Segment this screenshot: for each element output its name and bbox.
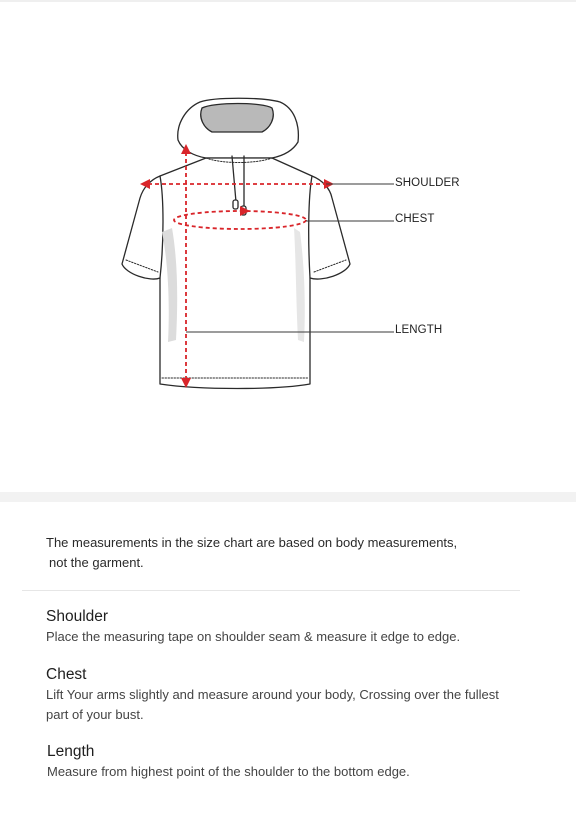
- shoulder-label: SHOULDER: [395, 177, 460, 189]
- section-separator-band: [0, 492, 576, 502]
- section-shoulder: [46, 607, 526, 647]
- divider: [22, 590, 520, 591]
- section-description: Measure from highest point of the shoulder to the bottom edge.: [47, 764, 410, 779]
- section-length: [47, 742, 527, 782]
- intro-line-2: not the garment.: [49, 555, 144, 570]
- section-description: Place the measuring tape on shoulder seam & measure it edge to edge.: [46, 629, 461, 644]
- section-chest: [46, 665, 526, 725]
- hood-inner: [201, 104, 274, 133]
- hoodie-measurement-diagram: [0, 2, 576, 492]
- section-heading: Chest: [46, 666, 87, 683]
- section-heading: Shoulder: [46, 608, 109, 625]
- section-description: Lift Your arms slightly and measure around your body, Crossing over the fullest part of your bust.: [46, 687, 499, 722]
- hoodie-illustration: [0, 2, 576, 492]
- length-label: LENGTH: [395, 324, 443, 336]
- section-heading: Length: [47, 743, 95, 760]
- intro-note: [46, 533, 516, 573]
- chest-label: CHEST: [395, 213, 435, 225]
- intro-line-1: The measurements in the size chart are based on body measurements,: [46, 535, 458, 550]
- body-outline: [122, 158, 350, 389]
